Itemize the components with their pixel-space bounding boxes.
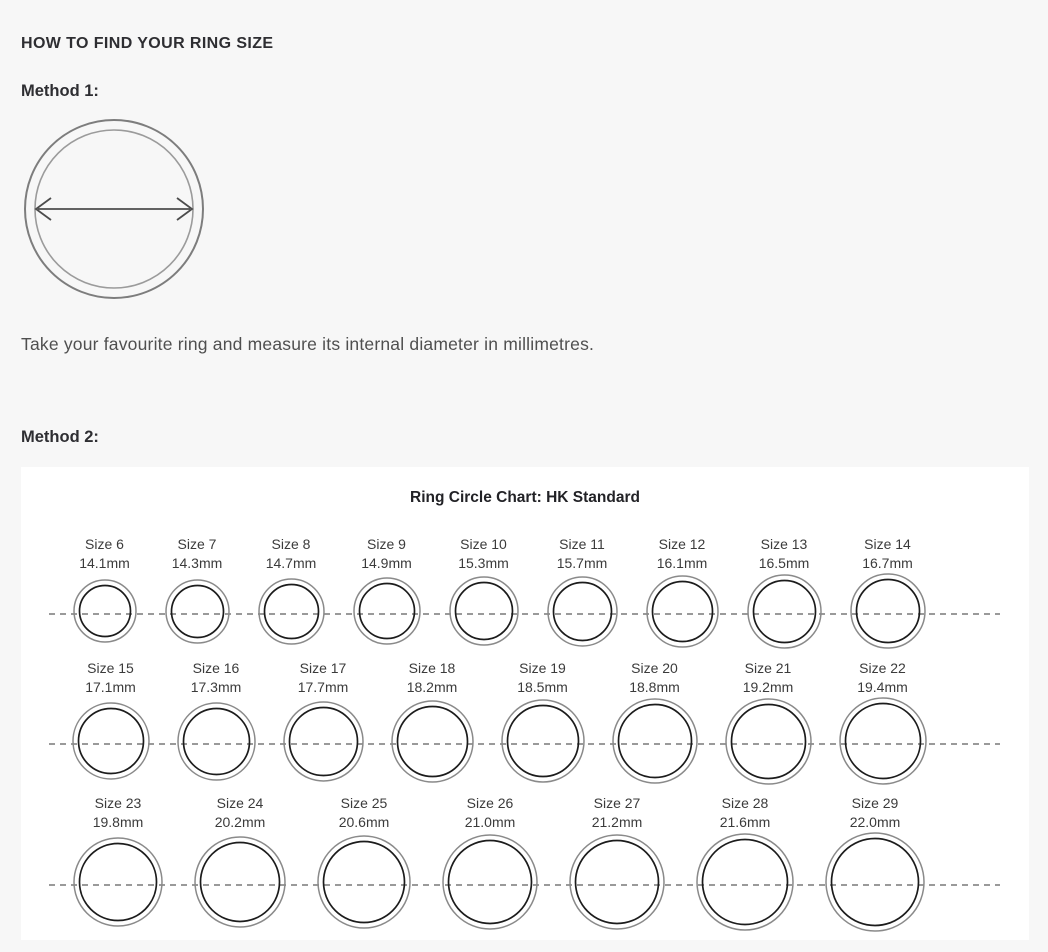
ring-diameter-label: 15.7mm xyxy=(556,555,608,571)
ring-circle-box xyxy=(73,832,163,932)
ring-cell xyxy=(73,535,137,649)
ring-size-label: Size 11 xyxy=(559,536,605,552)
ring-cell xyxy=(317,794,411,932)
ring-circle-box xyxy=(747,573,822,649)
ring-size-label: Size 21 xyxy=(744,660,792,676)
ring-diameter-label: 16.5mm xyxy=(758,555,810,571)
ring-row xyxy=(21,535,1029,652)
ring-diameter-label: 19.8mm xyxy=(92,814,144,830)
ring-circle-icon xyxy=(747,574,822,649)
ring-diameter-label: 20.2mm xyxy=(214,814,266,830)
ring-label xyxy=(557,535,608,573)
ring-circle-box xyxy=(353,573,421,649)
ring-diameter-label: 17.7mm xyxy=(297,679,349,695)
ring-cell xyxy=(449,535,519,649)
ring-cell xyxy=(177,659,256,785)
ring-circle-icon xyxy=(72,702,150,780)
ring-label xyxy=(720,794,771,832)
ring-diameter-label: 18.2mm xyxy=(406,679,458,695)
ring-circle-icon xyxy=(73,837,163,927)
ring-cell xyxy=(73,794,163,932)
ring-label xyxy=(850,794,901,832)
ring-diameter-label: 22.0mm xyxy=(849,814,901,830)
ring-circle-box xyxy=(317,832,411,932)
ring-circle-box xyxy=(547,573,618,649)
ring-circle-box xyxy=(283,697,364,785)
ring-cell xyxy=(442,794,538,932)
ring-circle-icon xyxy=(73,579,137,643)
ring-label xyxy=(407,659,458,697)
ring-circle-icon xyxy=(696,833,794,931)
ring-circle-box xyxy=(177,697,256,785)
ring-cell xyxy=(547,535,618,649)
ring-circle-icon xyxy=(725,698,812,785)
ring-circle-chart xyxy=(21,467,1029,940)
ring-label xyxy=(215,794,266,832)
ring-cell xyxy=(165,535,230,649)
ring-circle-icon xyxy=(283,701,364,782)
ring-label xyxy=(629,659,680,697)
ring-circle-box xyxy=(165,573,230,649)
ring-diameter-label: 16.1mm xyxy=(656,555,708,571)
ring-circle-box xyxy=(725,697,812,785)
ring-label xyxy=(298,659,349,697)
ring-circle-box xyxy=(825,832,925,932)
ring-diameter-label: 18.8mm xyxy=(629,679,680,695)
ring-size-label: Size 23 xyxy=(94,795,142,811)
ring-cell xyxy=(283,659,364,785)
ring-size-label: Size 24 xyxy=(216,795,264,811)
ring-size-label: Size 27 xyxy=(593,795,641,811)
ring-row xyxy=(21,794,1029,935)
ring-label xyxy=(85,659,136,697)
ring-cell xyxy=(194,794,286,932)
ring-circle-box xyxy=(258,573,325,649)
chart-title: Ring Circle Chart: HK Standard xyxy=(410,489,640,506)
ring-circle-icon xyxy=(547,576,618,647)
ring-size-label: Size 16 xyxy=(192,660,240,676)
ring-label xyxy=(79,535,130,573)
ring-diameter-label: 16.7mm xyxy=(862,555,913,571)
ring-circle-box xyxy=(449,573,519,649)
ring-diameter-label: 14.3mm xyxy=(171,555,223,571)
ring-label xyxy=(592,794,643,832)
diameter-arrow-icon xyxy=(36,198,192,220)
ring-row xyxy=(21,659,1029,788)
ring-label xyxy=(759,535,810,573)
ring-label xyxy=(339,794,390,832)
ring-circle-box xyxy=(501,697,585,785)
ring-cell xyxy=(258,535,325,649)
ring-size-label: Size 22 xyxy=(859,660,906,676)
ring-diameter-label: 20.6mm xyxy=(338,814,390,830)
ring-size-label: Size 10 xyxy=(460,536,507,552)
ring-cell xyxy=(501,659,585,785)
ring-circle-icon xyxy=(646,575,719,648)
ring-circle-icon xyxy=(501,699,585,783)
ring-cell xyxy=(725,659,812,785)
ring-label xyxy=(857,659,908,697)
ring-circle-box xyxy=(839,697,927,785)
ring-diameter-label: 19.4mm xyxy=(857,679,908,695)
ring-circle-box xyxy=(442,832,538,932)
ring-circle-icon xyxy=(442,834,538,930)
ring-size-label: Size 26 xyxy=(466,795,514,811)
ring-size-label: Size 6 xyxy=(85,536,124,552)
ring-diameter-label: 18.5mm xyxy=(517,679,568,695)
method1-heading: Method 1: xyxy=(21,82,99,100)
ring-circle-icon xyxy=(850,573,926,649)
ring-circle-icon xyxy=(391,700,474,783)
ring-size-label: Size 28 xyxy=(721,795,769,811)
ring-label xyxy=(458,535,509,573)
ring-circle-icon xyxy=(569,834,665,930)
ring-size-label: Size 17 xyxy=(299,660,347,676)
ring-label xyxy=(517,659,568,697)
ring-label xyxy=(862,535,913,573)
ring-diameter-label: 21.6mm xyxy=(719,814,771,830)
ring-diameter-label: 21.2mm xyxy=(591,814,643,830)
ring-circle-box xyxy=(850,573,926,649)
ring-size-label: Size 9 xyxy=(367,536,406,552)
ring-cell xyxy=(850,535,926,649)
ring-diameter-illustration xyxy=(21,116,211,306)
ring-cell xyxy=(747,535,822,649)
ring-diameter-label: 19.2mm xyxy=(742,679,794,695)
ring-diameter-label: 14.9mm xyxy=(361,555,412,571)
ring-cell xyxy=(839,659,927,785)
ring-size-label: Size 18 xyxy=(408,660,456,676)
ring-diameter-label: 17.3mm xyxy=(190,679,242,695)
ring-label xyxy=(361,535,412,573)
ring-circle-box xyxy=(569,832,665,932)
ring-cell xyxy=(646,535,719,649)
ring-cell xyxy=(72,659,150,785)
ring-label xyxy=(743,659,794,697)
ring-size-label: Size 8 xyxy=(271,536,311,552)
ring-size-label: Size 19 xyxy=(519,660,566,676)
ring-diameter-label: 14.1mm xyxy=(79,555,130,571)
ring-size-label: Size 29 xyxy=(851,795,899,811)
ring-circle-box xyxy=(646,573,719,649)
ring-circle-box xyxy=(73,573,137,649)
page-title: HOW TO FIND YOUR RING SIZE xyxy=(21,35,274,52)
ring-size-label: Size 20 xyxy=(631,660,678,676)
ring-label xyxy=(266,535,317,573)
ring-size-label: Size 12 xyxy=(658,536,706,552)
ring-cell xyxy=(825,794,925,932)
ring-label xyxy=(93,794,144,832)
ring-cell xyxy=(569,794,665,932)
ring-size-label: Size 7 xyxy=(177,536,217,552)
ring-circle-icon xyxy=(449,576,519,646)
ring-circle-icon xyxy=(177,702,256,781)
ring-circle-icon xyxy=(353,577,421,645)
ring-cell xyxy=(612,659,698,785)
ring-circle-box xyxy=(612,697,698,785)
ring-cell xyxy=(353,535,421,649)
ring-circle-icon xyxy=(194,836,286,928)
ring-circle-box xyxy=(72,697,150,785)
ring-diameter-label: 21.0mm xyxy=(464,814,516,830)
method1-description: Take your favourite ring and measure its internal diameter in millimetres. xyxy=(21,334,595,354)
ring-size-label: Size 13 xyxy=(760,536,808,552)
ring-label xyxy=(657,535,708,573)
ring-circle-box xyxy=(696,832,794,932)
ring-diameter-label: 15.3mm xyxy=(458,555,509,571)
ring-cell xyxy=(696,794,794,932)
ring-diameter-label: 17.1mm xyxy=(85,679,136,695)
ring-circle-icon xyxy=(825,832,925,932)
ring-size-label: Size 25 xyxy=(340,795,388,811)
ring-size-label: Size 14 xyxy=(864,536,911,552)
ring-circle-icon xyxy=(839,697,927,785)
method2-heading: Method 2: xyxy=(21,428,99,446)
ring-label xyxy=(172,535,223,573)
ring-circle-icon xyxy=(258,578,325,645)
ring-circle-icon xyxy=(612,698,698,784)
ring-circle-box xyxy=(391,697,474,785)
ring-diameter-label: 14.7mm xyxy=(265,555,317,571)
ring-label xyxy=(191,659,242,697)
ring-size-label: Size 15 xyxy=(87,660,134,676)
ring-label xyxy=(465,794,516,832)
ring-circle-box xyxy=(194,832,286,932)
ring-circle-icon xyxy=(165,579,230,644)
ring-circle-icon xyxy=(317,835,411,929)
ring-cell xyxy=(391,659,474,785)
